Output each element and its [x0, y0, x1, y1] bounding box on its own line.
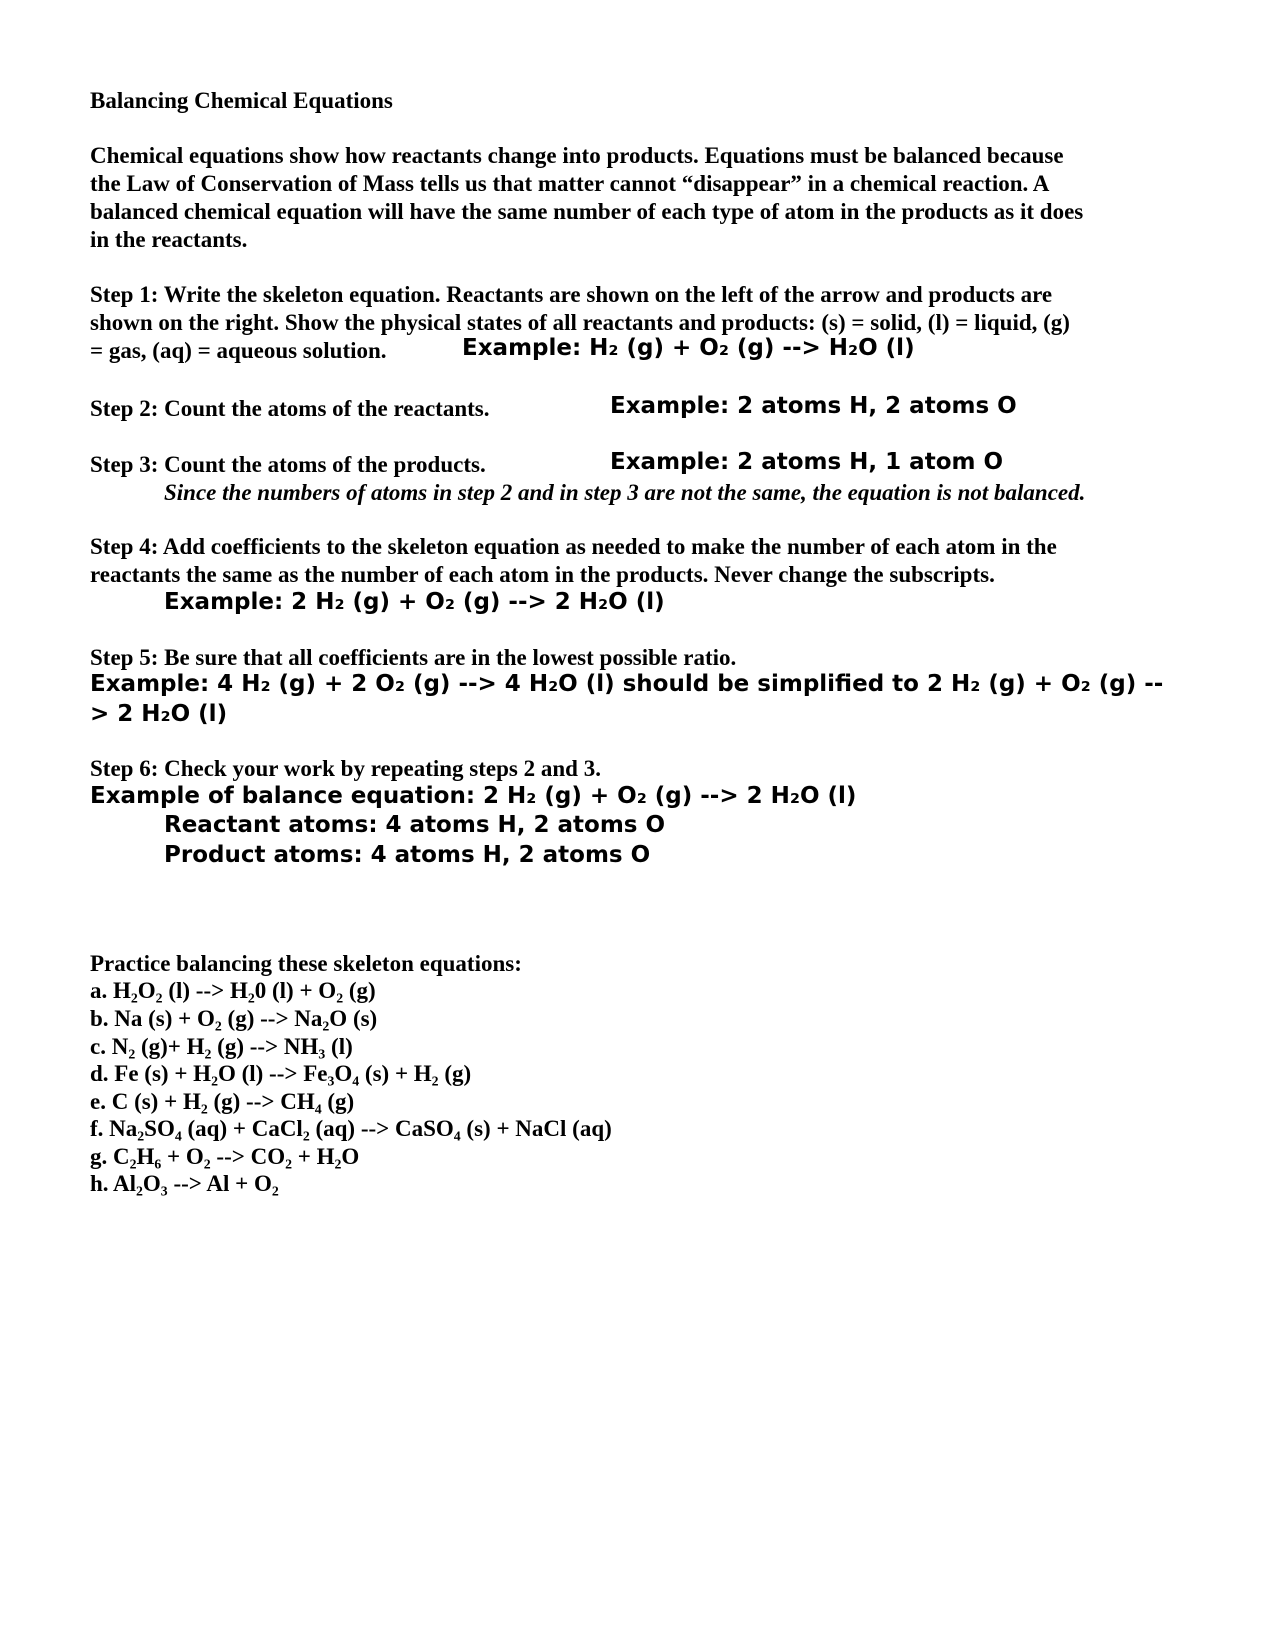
step-3-example: Example: 2 atoms H, 1 atom O [610, 449, 1004, 475]
step-4-line: reactants the same as the number of each atom in the products. Never change the subscripts. [90, 562, 995, 587]
step-5-example-line: Example: 4 H₂ (g) + 2 O₂ (g) --> 4 H₂O (l) should be simplified to 2 H₂ (g) + O₂ (g) -- [90, 671, 1164, 697]
step-6-text: Step 6: Check your work by repeating steps 2 and 3. [90, 756, 601, 781]
intro-line: Chemical equations show how reactants change into products. Equations must be balanced because [90, 143, 1064, 168]
step-2-text: Step 2: Count the atoms of the reactants. [90, 396, 490, 421]
step-4-line: Step 4: Add coefficients to the skeleton equation as needed to make the number of each atom in the [90, 534, 1057, 559]
step-1-line: Step 1: Write the skeleton equation. Reactants are shown on the left of the arrow and products are [90, 282, 1053, 307]
step-2-example: Example: 2 atoms H, 2 atoms O [610, 393, 1017, 419]
step-3-text: Step 3: Count the atoms of the products. [90, 452, 486, 477]
step-4-example: Example: 2 H₂ (g) + O₂ (g) --> 2 H₂O (l) [164, 589, 665, 615]
step-5-example-line: > 2 H₂O (l) [90, 701, 228, 727]
practice-item: h. Al₂O₃ --> Al + O₂ [90, 1171, 279, 1196]
intro-line: in the reactants. [90, 227, 248, 252]
step-1-line: = gas, (aq) = aqueous solution. [90, 338, 387, 363]
page-title: Balancing Chemical Equations [90, 88, 393, 113]
practice-item: b. Na (s) + O₂ (g) --> Na₂O (s) [90, 1006, 378, 1031]
practice-item: d. Fe (s) + H₂O (l) --> Fe₃O₄ (s) + H₂ (g) [90, 1061, 472, 1086]
intro-line: the Law of Conservation of Mass tells us that matter cannot “disappear” in a chemical reaction. A [90, 171, 1050, 196]
step-6-product-atoms: Product atoms: 4 atoms H, 2 atoms O [164, 842, 651, 868]
practice-item: e. C (s) + H₂ (g) --> CH₄ (g) [90, 1089, 355, 1114]
step-1-line: shown on the right. Show the physical states of all reactants and products: (s) = solid, (l) = liquid, (g) [90, 310, 1070, 335]
step-1-example: Example: H₂ (g) + O₂ (g) --> H₂O (l) [462, 335, 915, 361]
intro-line: balanced chemical equation will have the same number of each type of atom in the products as it does [90, 199, 1084, 224]
practice-item: f. Na₂SO₄ (aq) + CaCl₂ (aq) --> CaSO₄ (s) + NaCl (aq) [90, 1116, 612, 1141]
step-5-text: Step 5: Be sure that all coefficients are in the lowest possible ratio. [90, 645, 737, 670]
practice-item: g. C₂H₆ + O₂ --> CO₂ + H₂O [90, 1144, 360, 1169]
practice-item: c. N₂ (g)+ H₂ (g) --> NH₃ (l) [90, 1034, 353, 1059]
step-6-reactant-atoms: Reactant atoms: 4 atoms H, 2 atoms O [164, 812, 666, 838]
practice-heading: Practice balancing these skeleton equations: [90, 951, 522, 976]
step-6-example: Example of balance equation: 2 H₂ (g) + O₂ (g) --> 2 H₂O (l) [90, 783, 857, 809]
step-3-note: Since the numbers of atoms in step 2 and in step 3 are not the same, the equation is not balanced. [164, 480, 1086, 505]
practice-item: a. H₂O₂ (l) --> H₂0 (l) + O₂ (g) [90, 978, 376, 1003]
